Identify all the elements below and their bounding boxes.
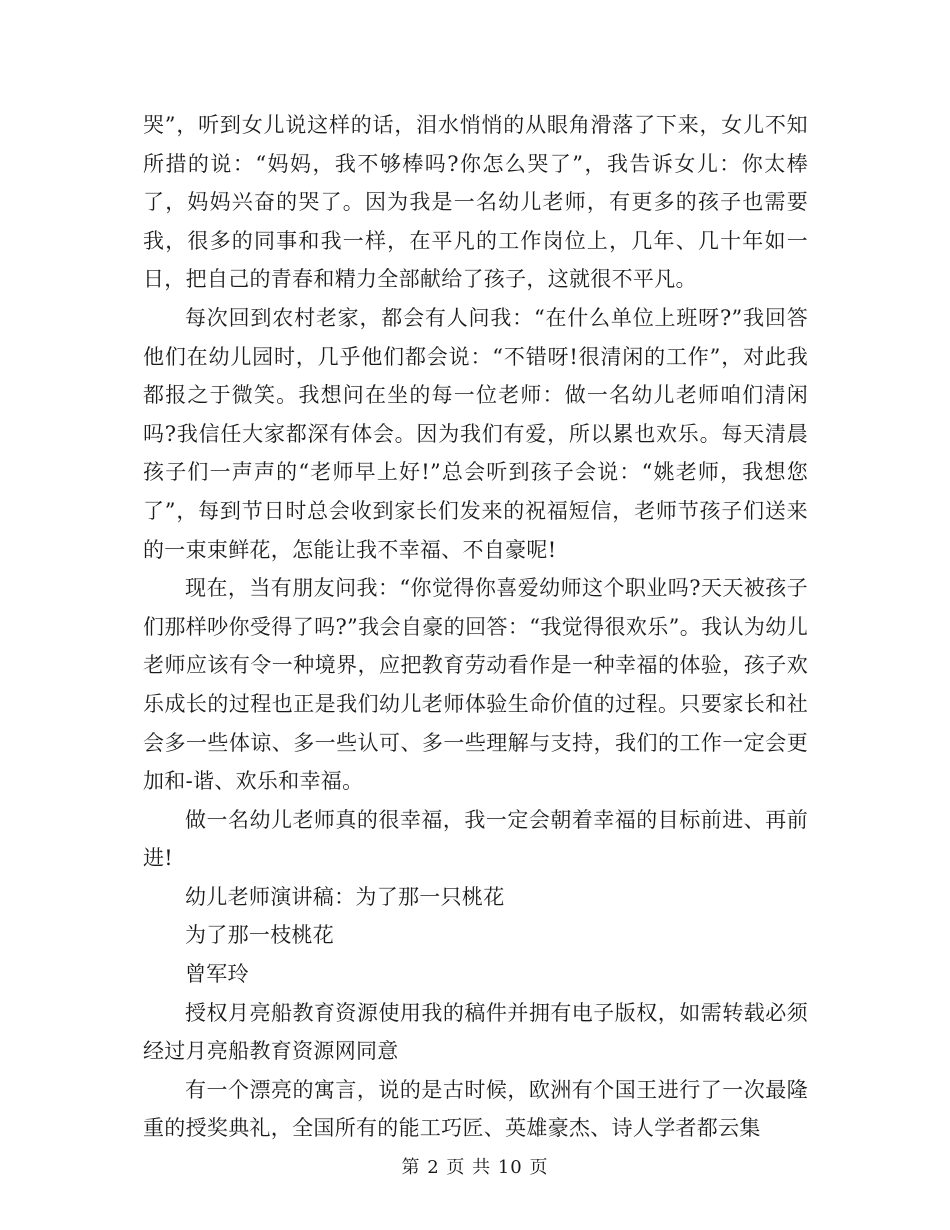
paragraph-fable: 有一个漂亮的寓言，说的是古时候，欧洲有个国王进行了一次最隆重的授奖典礼，全国所有的能工巧匠、英雄豪杰、诗人学者都云集 [143,1077,808,1141]
paragraph-now: 现在，当有朋友问我：“你觉得你喜爱幼师这个职业吗?天天被孩子们那样吵你受得了吗?”我会自豪的回答：“我觉得很欢乐”。我认为幼儿老师应该有令一种境界，应把教育劳动看作是一种幸福的体验，孩子欢乐成长的过程也正是我们幼儿老师体验生命价值的过程。只要家长和社会多一些体谅、多一些认可、多一些理解与支持，我们的工作一定会更加和-谐、欢乐和幸福。 [143,576,808,794]
copyright-notice: 授权月亮船教育资源使用我的稿件并拥有电子版权，如需转载必须经过月亮船教育资源网同意 [143,1000,808,1064]
paragraph-continuation: 哭”，听到女儿说这样的话，泪水悄悄的从眼角滑落了下来，女儿不知所措的说：“妈妈，我不够棒吗?你怎么哭了”，我告诉女儿：你太棒了，妈妈兴奋的哭了。因为我是一名幼儿老师，有更多的孩子也需要我，很多的同事和我一样，在平凡的工作岗位上，几年、几十年如一日，把自己的青春和精力全部献给了孩子，这就很不平凡。 [143,113,808,292]
article-title: 为了那一枝桃花 [185,923,335,948]
author-name: 曾军玲 [185,962,249,987]
page-footer: 第 2 页 共 10 页 [401,1157,549,1178]
document-body [143,106,808,1148]
paragraph-hometown: 每次回到农村老家，都会有人问我：“在什么单位上班呀?”我回答他们在幼儿园时，几乎他们都会说：“不错呀!很清闲的工作”，对此我都报之于微笑。我想问在坐的每一位老师：做一名幼儿老师咱们清闲吗?我信任大家都深有体会。因为我们有爱，所以累也欢乐。每天清晨孩子们一声声的“老师早上好!”总会听到孩子会说：“姚老师，我想您了”，每到节日时总会收到家长们发来的祝福短信，老师节孩子们送来的一束束鲜花，怎能让我不幸福、不自豪呢! [143,305,808,562]
paragraph-happiness: 做一名幼儿老师真的很幸福，我一定会朝着幸福的目标前进、再前进! [143,807,808,871]
speech-title: 幼儿老师演讲稿：为了那一只桃花 [185,884,505,909]
